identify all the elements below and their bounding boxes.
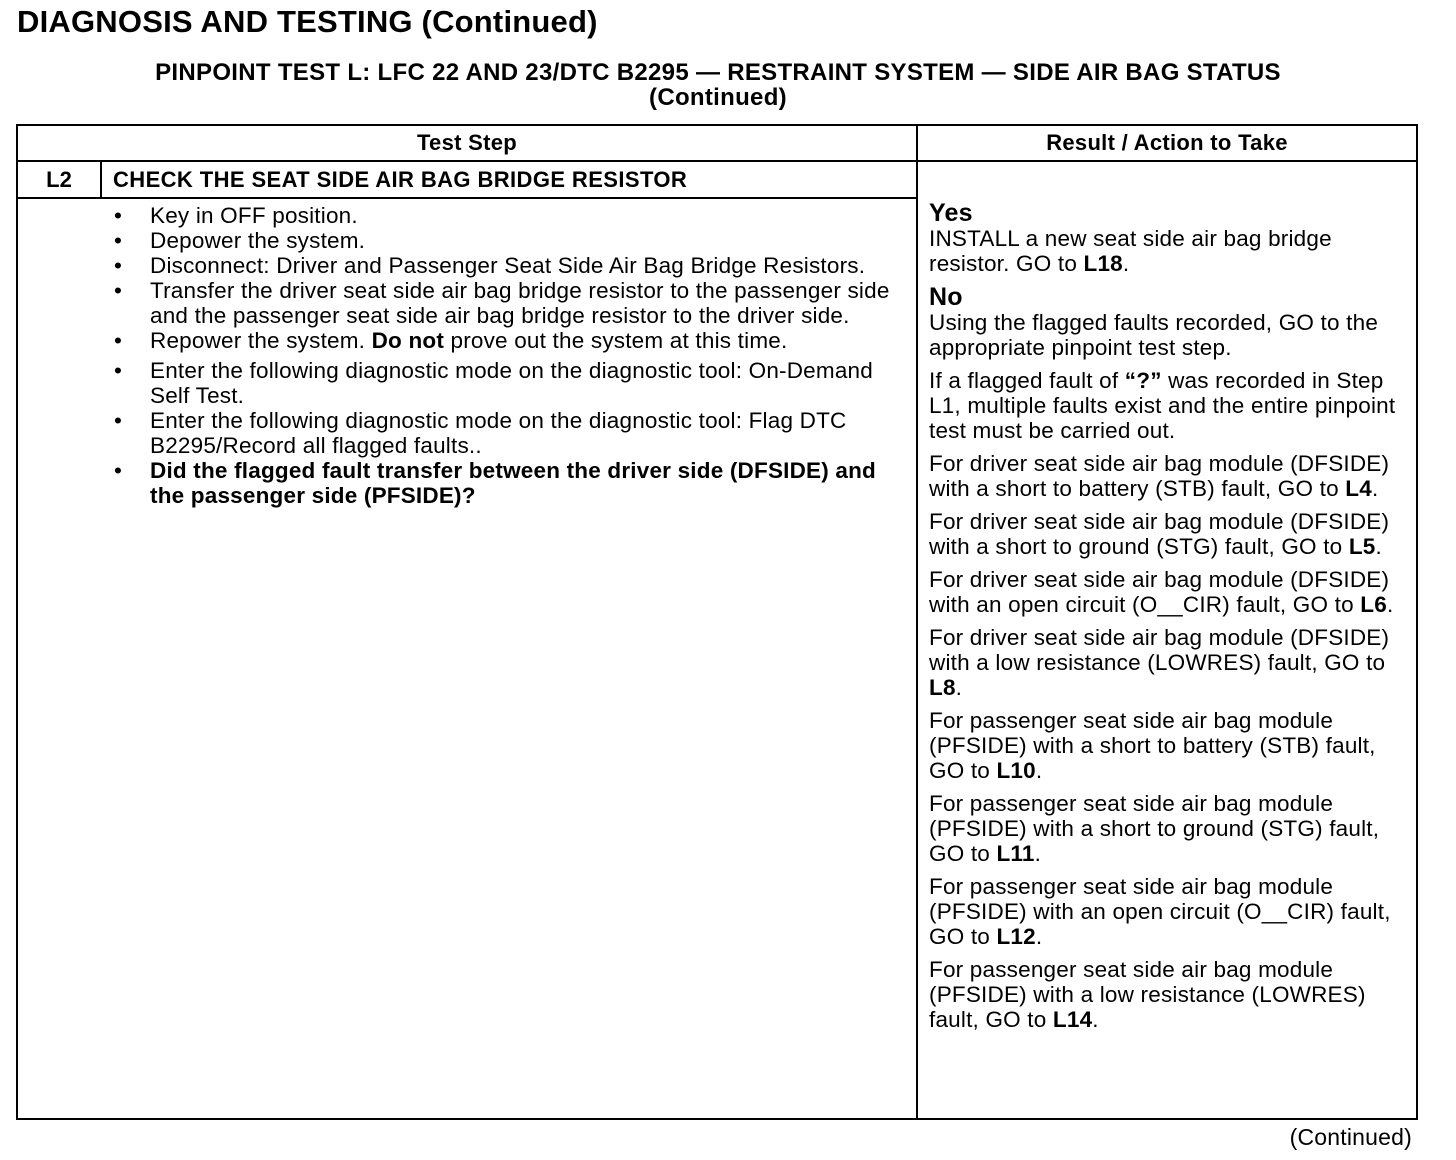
goto-step: L11 bbox=[996, 841, 1035, 866]
column-divider bbox=[916, 126, 918, 1118]
step-text: Enter the following diagnostic mode on the diagnostic tool: Flag DTC B2295/Record all flagged faults.. bbox=[150, 408, 847, 458]
no-label: No bbox=[929, 283, 963, 311]
goto-step: L10 bbox=[996, 758, 1036, 783]
yes-goto-step: L18 bbox=[1083, 251, 1123, 276]
step-question: Did the flagged fault transfer between the driver side (DFSIDE) and the passenger side (PFSIDE)? bbox=[150, 458, 877, 508]
goto-step: L4 bbox=[1345, 476, 1372, 501]
step-title: CHECK THE SEAT SIDE AIR BAG BRIDGE RESISTOR bbox=[113, 167, 688, 192]
step-text: Depower the system. bbox=[150, 228, 366, 253]
fault-action-item: For passenger seat side air bag module (PFSIDE) with a low resistance (LOWRES) fault, GO to L14. bbox=[929, 957, 1366, 1032]
list-item bbox=[110, 408, 900, 458]
goto-step: L8 bbox=[929, 675, 956, 700]
bullet-icon: • bbox=[114, 408, 123, 433]
list-item bbox=[110, 253, 900, 278]
yes-label: Yes bbox=[929, 199, 973, 227]
bullet-icon: • bbox=[114, 358, 123, 383]
yes-action: INSTALL a new seat side air bag bridge resistor. GO to L18. bbox=[929, 226, 1332, 276]
step-text: Key in OFF position. bbox=[150, 203, 358, 228]
list-item bbox=[110, 458, 900, 508]
fault-action-item: For driver seat side air bag module (DFSIDE) with a short to battery (STB) fault, GO to L4. bbox=[929, 451, 1390, 501]
list-item bbox=[110, 203, 900, 228]
test-step-header: Test Step bbox=[416, 130, 518, 155]
step-text: Disconnect: Driver and Passenger Seat Side Air Bag Bridge Resistors. bbox=[150, 253, 866, 278]
no-action: Using the flagged faults recorded, GO to the appropriate pinpoint test step. bbox=[929, 310, 1379, 360]
section-title: DIAGNOSIS AND TESTING (Continued) bbox=[17, 4, 598, 39]
result-action-column bbox=[929, 200, 1415, 1032]
multiple-faults-note: If a flagged fault of “?” was recorded in Step L1, multiple faults exist and the entire pinpoint test must be carried out. bbox=[929, 368, 1396, 443]
test-title-line2: (Continued) bbox=[649, 84, 787, 111]
bullet-icon: • bbox=[114, 228, 123, 253]
bullet-icon: • bbox=[114, 203, 123, 228]
step-text: Enter the following diagnostic mode on the diagnostic tool: On-Demand Self Test. bbox=[150, 358, 873, 408]
bullet-icon: • bbox=[114, 328, 123, 353]
list-item bbox=[110, 328, 900, 353]
goto-step: L14 bbox=[1052, 1007, 1093, 1032]
step-id: L2 bbox=[46, 167, 72, 192]
step-text: Transfer the driver seat side air bag bridge resistor to the passenger side and the passenger seat side air bag bridge resistor to the driver side. bbox=[150, 278, 890, 328]
fault-action-item: For passenger seat side air bag module (PFSIDE) with a short to ground (STG) fault, GO to L11. bbox=[929, 791, 1380, 866]
bullet-icon: • bbox=[114, 278, 123, 303]
fault-action-item: For driver seat side air bag module (DFSIDE) with a short to ground (STG) fault, GO to L5. bbox=[929, 509, 1390, 559]
fault-action-item: For driver seat side air bag module (DFSIDE) with a low resistance (LOWRES) fault, GO to L8. bbox=[929, 625, 1390, 700]
fault-action-item: For driver seat side air bag module (DFSIDE) with an open circuit (O__CIR) fault, GO to L6. bbox=[929, 567, 1394, 617]
fault-action-item: For passenger seat side air bag module (PFSIDE) with an open circuit (O__CIR) fault, GO to L12. bbox=[929, 874, 1391, 949]
repower-emphasis: Do not bbox=[371, 328, 445, 353]
result-action-header: Result / Action to Take bbox=[1046, 130, 1288, 155]
unknown-fault-mark: “?” bbox=[1124, 368, 1162, 393]
test-step-list bbox=[110, 203, 900, 508]
pinpoint-test-title bbox=[0, 60, 1436, 110]
bullet-icon: • bbox=[114, 458, 123, 483]
goto-step: L12 bbox=[996, 924, 1036, 949]
repower-pre: Repower the system. bbox=[150, 328, 372, 353]
fault-action-item: For passenger seat side air bag module (PFSIDE) with a short to battery (STB) fault, GO to L10. bbox=[929, 708, 1376, 783]
pinpoint-test-table bbox=[16, 124, 1418, 1120]
list-item bbox=[110, 358, 900, 408]
step-title-divider bbox=[18, 197, 916, 199]
continued-label: (Continued) bbox=[1289, 1124, 1412, 1150]
list-item bbox=[110, 278, 900, 328]
step-id-divider bbox=[100, 161, 102, 198]
goto-step: L6 bbox=[1360, 592, 1387, 617]
repower-post: prove out the system at this time. bbox=[444, 328, 788, 353]
goto-step: L5 bbox=[1348, 534, 1376, 559]
test-title-line1: PINPOINT TEST L: LFC 22 AND 23/DTC B2295 — RESTRAINT SYSTEM — SIDE AIR BAG STATUS bbox=[155, 59, 1281, 86]
bullet-icon: • bbox=[114, 253, 123, 278]
list-item bbox=[110, 228, 900, 253]
fault-action-list bbox=[929, 451, 1415, 1032]
